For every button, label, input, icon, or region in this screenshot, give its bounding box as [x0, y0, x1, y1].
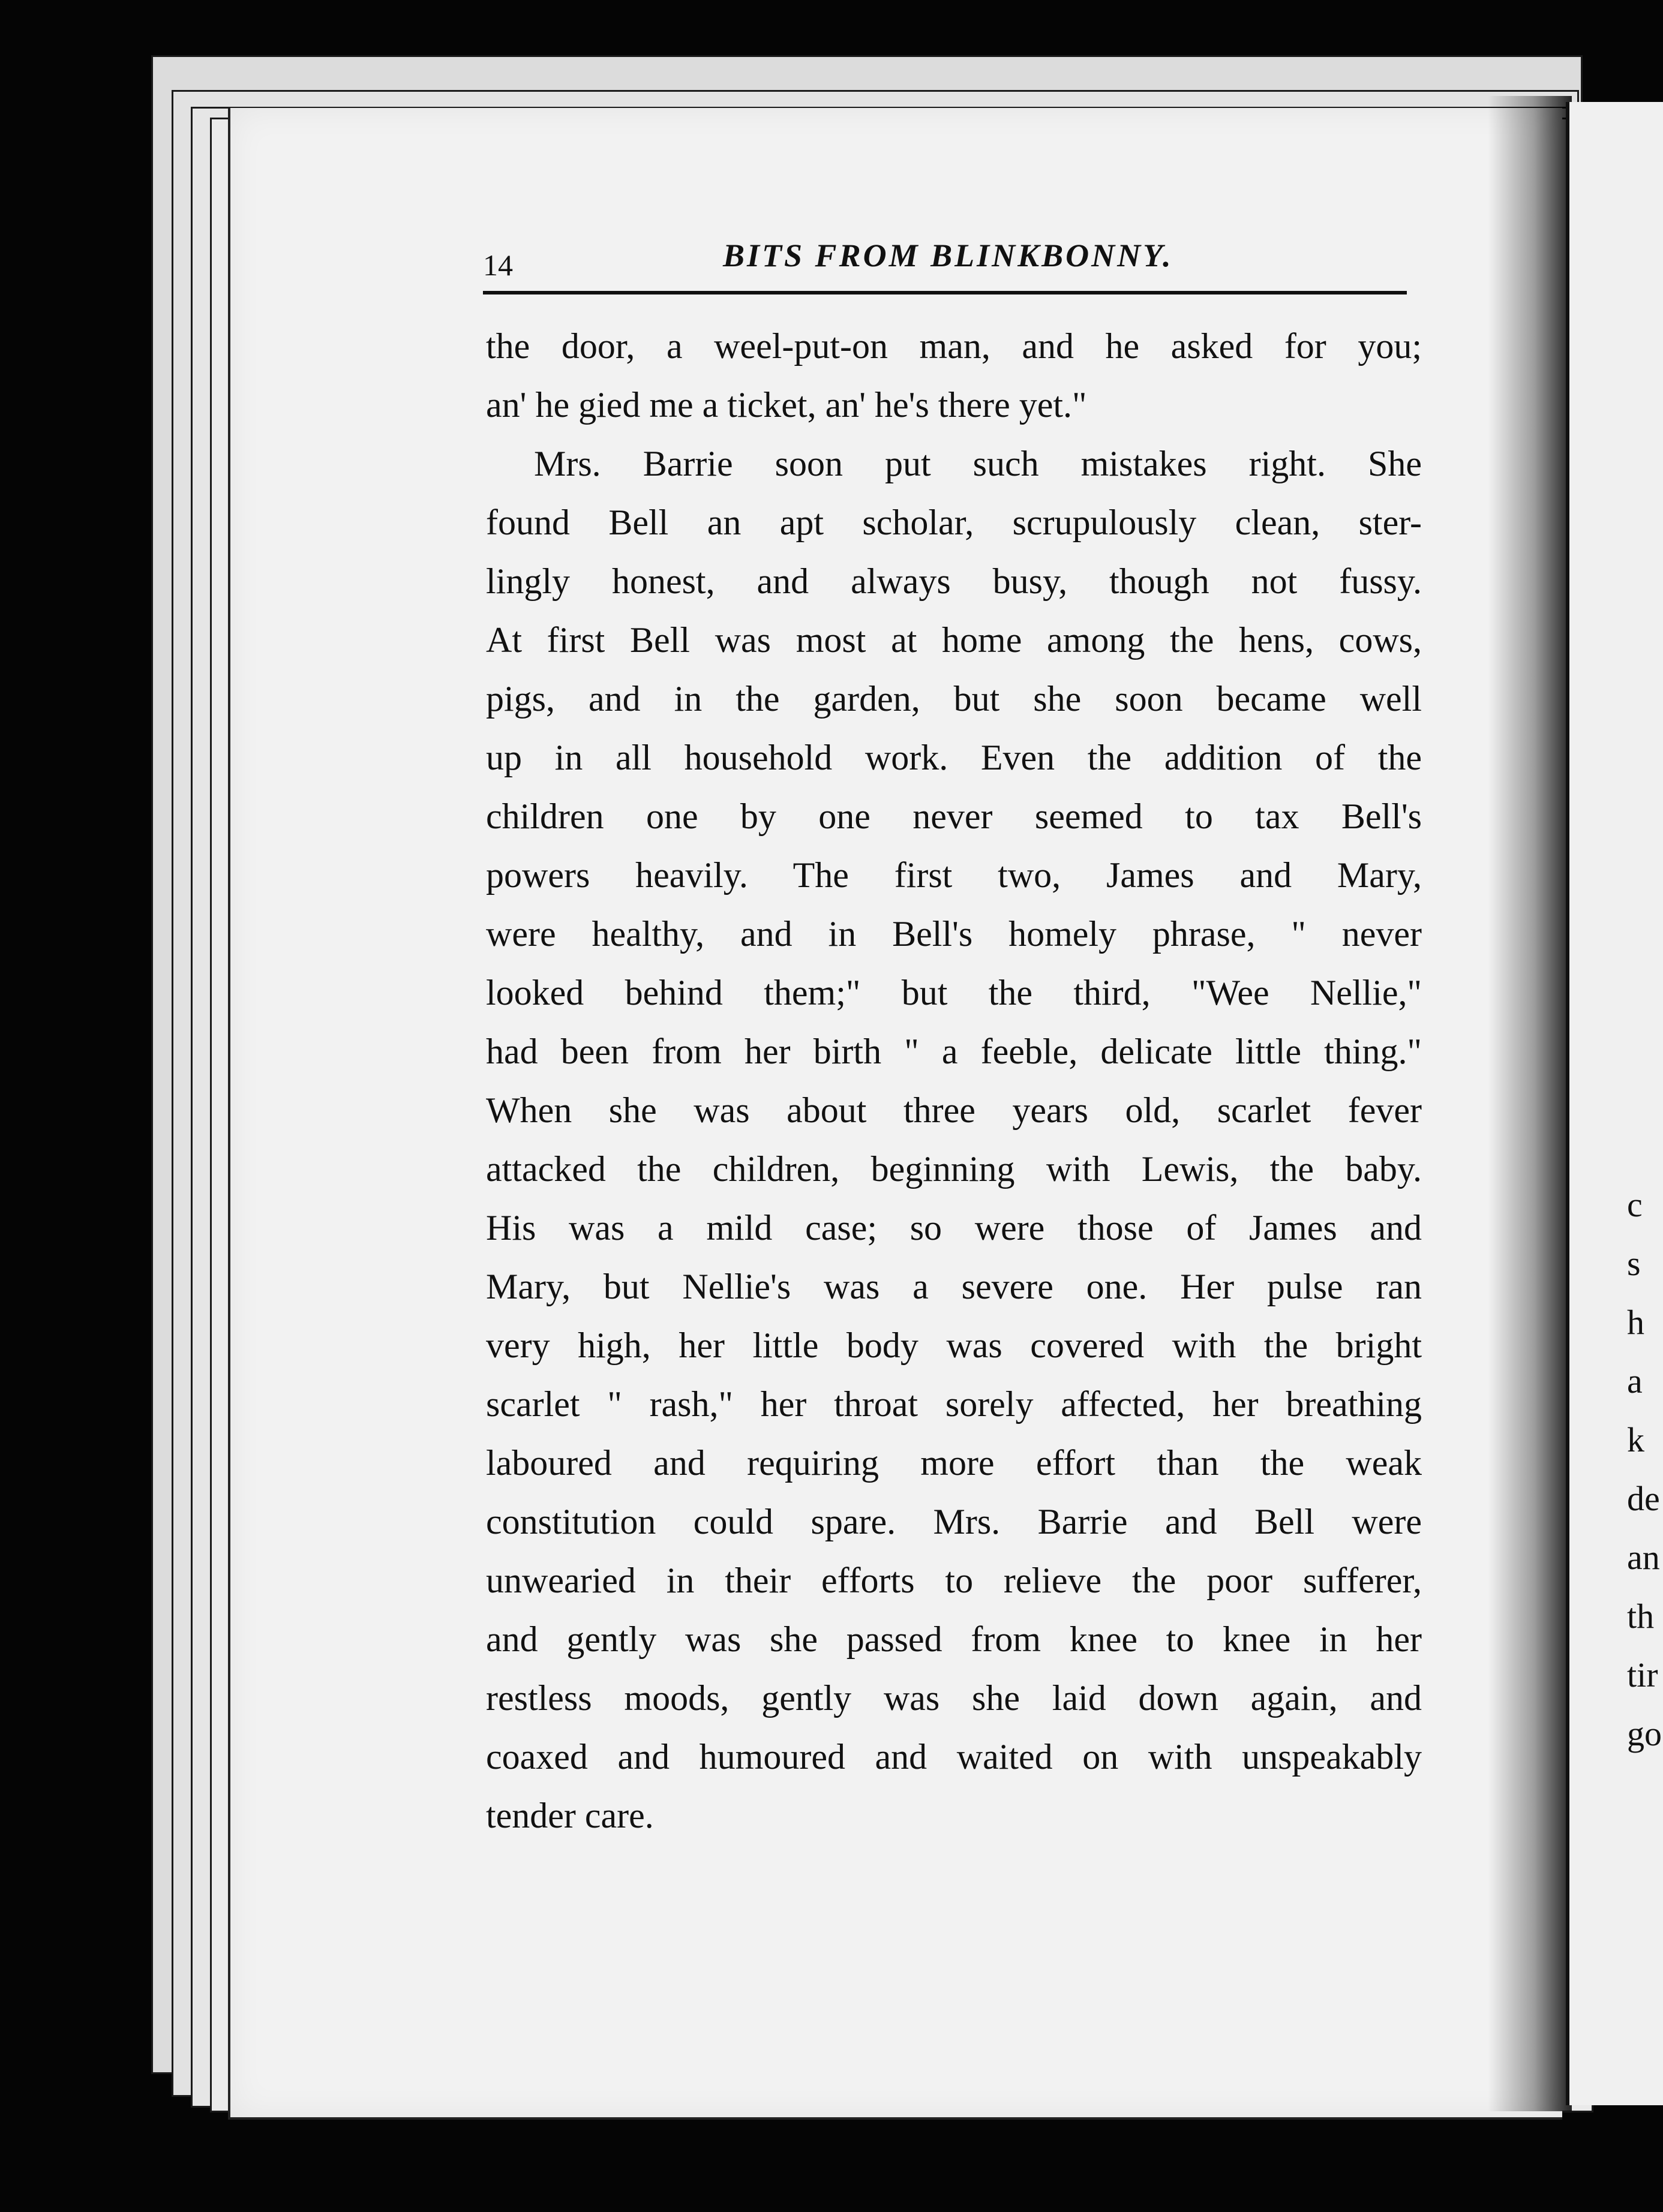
- facing-fragment: th: [1627, 1597, 1655, 1636]
- body-text: [486, 317, 1422, 1845]
- text-line: attacked the children, beginning with Lewis, the baby.: [486, 1149, 1422, 1189]
- text-line: laboured and requiring more effort than the weak: [486, 1443, 1422, 1483]
- header-rule: [483, 291, 1407, 294]
- text-line: the door, a weel-put-on man, and he asked for you;: [486, 326, 1422, 366]
- text-line: When she was about three years old, scarlet fever: [486, 1090, 1422, 1130]
- text-line: His was a mild case; so were those of James and: [486, 1208, 1422, 1248]
- facing-fragment: a: [1627, 1362, 1643, 1400]
- text-line: had been from her birth " a feeble, delicate little thing.": [486, 1032, 1422, 1071]
- text-line: unwearied in their efforts to relieve the poor sufferer,: [486, 1561, 1422, 1600]
- facing-fragment: h: [1627, 1303, 1644, 1342]
- text-line: coaxed and humoured and waited on with unspeakably: [486, 1737, 1422, 1777]
- facing-fragment: k: [1627, 1420, 1644, 1459]
- text-line: children one by one never seemed to tax Bell's: [486, 797, 1422, 836]
- facing-page: [1566, 102, 1663, 2105]
- facing-page-text: [1627, 1176, 1662, 1763]
- facing-fragment: tir: [1627, 1655, 1658, 1694]
- text-line: were healthy, and in Bell's homely phrase, " never: [486, 914, 1422, 954]
- text-line: looked behind them;" but the third, "Wee Nellie,": [486, 973, 1422, 1012]
- text-line: up in all household work. Even the addition of the: [486, 738, 1422, 777]
- running-title: BITS FROM BLINKBONNY.: [723, 238, 1173, 274]
- text-line: Mrs. Barrie soon put such mistakes right. She: [534, 444, 1422, 483]
- text-line: Mary, but Nellie's was a severe one. Her pulse ran: [486, 1267, 1422, 1306]
- facing-fragment: c: [1627, 1185, 1643, 1224]
- facing-fragment: de: [1627, 1479, 1660, 1518]
- text-line: pigs, and in the garden, but she soon became well: [486, 679, 1422, 719]
- text-line: restless moods, gently was she laid down again, and: [486, 1678, 1422, 1718]
- text-line: lingly honest, and always busy, though not fussy.: [486, 561, 1422, 601]
- running-head: [483, 237, 1410, 285]
- spine-gutter-shadow: [1488, 96, 1572, 2111]
- text-line: very high, her little body was covered with the bright: [486, 1326, 1422, 1365]
- text-line: constitution could spare. Mrs. Barrie and Bell were: [486, 1502, 1422, 1541]
- facing-fragment: s: [1627, 1244, 1641, 1283]
- facing-fragment: an: [1627, 1538, 1660, 1577]
- text-line: and gently was she passed from knee to knee in her: [486, 1619, 1422, 1659]
- text-line: an' he gied me a ticket, an' he's there yet.": [486, 385, 1087, 425]
- facing-fragment: go: [1627, 1714, 1662, 1753]
- text-line: powers heavily. The first two, James and Mary,: [486, 855, 1422, 895]
- text-line: scarlet " rash," her throat sorely affected, her breathing: [486, 1384, 1422, 1424]
- text-line: At first Bell was most at home among the hens, cows,: [486, 620, 1422, 660]
- text-line: found Bell an apt scholar, scrupulously clean, ster-: [486, 503, 1422, 542]
- text-line: tender care.: [486, 1796, 654, 1835]
- page-number: 14: [483, 248, 513, 282]
